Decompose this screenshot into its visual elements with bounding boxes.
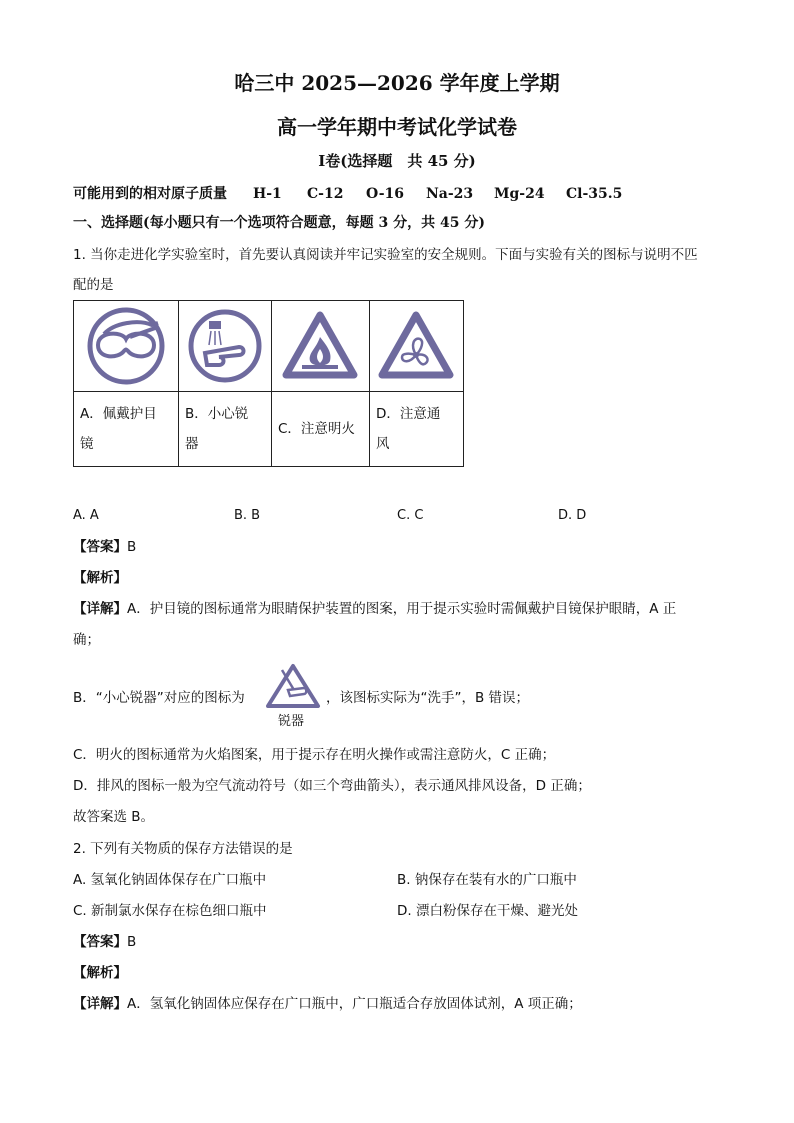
q1-stem-line2: 配的是 bbox=[73, 277, 114, 293]
part1-heading: 一、选择题(每小题只有一个选项符合题意，每题 3 分，共 45 分) bbox=[73, 215, 485, 231]
q1-stem-line1: 1. 当你走进化学实验室时，首先要认真阅读并牢记实验室的安全规则。下面与实验有关的图标与说明不匹 bbox=[73, 247, 698, 263]
q2-detail-a-text: A．氢氧化钠固体应保存在广口瓶中，广口瓶适合存放固体试剂，A 项正确； bbox=[127, 996, 582, 1012]
q2-analysis-tag: 【解析】 bbox=[73, 965, 127, 981]
icon-cell-c bbox=[272, 301, 370, 392]
q1-detail-a bbox=[73, 600, 676, 618]
icon-cell-b bbox=[179, 301, 272, 392]
icon-row bbox=[74, 301, 464, 392]
label-cell-a bbox=[74, 392, 179, 467]
label-cell-c bbox=[272, 392, 370, 467]
q1-detail-b-pre: B．“小心锐器”对应的图标为 bbox=[73, 690, 245, 706]
q2-option-c[interactable]: C. 新制氯水保存在棕色细口瓶中 bbox=[73, 903, 267, 919]
label-d-line1: D．注意通 bbox=[376, 406, 441, 422]
q1-analysis-tag: 【解析】 bbox=[73, 570, 127, 586]
label-a-line2: 镜 bbox=[80, 436, 94, 452]
q2-answer bbox=[73, 933, 136, 951]
q2-option-a[interactable]: A. 氢氧化钠固体保存在广口瓶中 bbox=[73, 872, 267, 888]
q1-answer-tag: 【答案】 bbox=[73, 539, 127, 555]
q2-option-d[interactable]: D. 漂白粉保存在干燥、避光处 bbox=[397, 903, 578, 919]
sharp-hazard-icon bbox=[264, 662, 322, 710]
label-row bbox=[74, 392, 464, 467]
label-cell-b bbox=[179, 392, 272, 467]
exam-title: 哈三中 2025—2026 学年度上学期 bbox=[234, 71, 560, 95]
section-title: Ⅰ卷(选择题 共 45 分) bbox=[318, 152, 476, 170]
atomic-mass-cl: Cl-35.5 bbox=[566, 186, 623, 202]
q2-answer-value: B bbox=[127, 934, 137, 950]
q2-detail-tag: 【详解】 bbox=[73, 996, 127, 1012]
label-b-line2: 器 bbox=[185, 436, 199, 452]
q2-answer-tag: 【答案】 bbox=[73, 934, 127, 950]
atomic-mass-label: 可能用到的相对原子质量 bbox=[73, 186, 227, 202]
q1-detail-a-line2: 确； bbox=[73, 632, 100, 648]
icon-cell-d bbox=[370, 301, 464, 392]
label-b-line1: B．小心锐 bbox=[185, 406, 249, 422]
q1-detail-c: C．明火的图标通常为火焰图案，用于提示存在明火操作或需注意防火，C 正确； bbox=[73, 747, 556, 763]
q2-stem: 2. 下列有关物质的保存方法错误的是 bbox=[73, 841, 293, 857]
label-cell-d bbox=[370, 392, 464, 467]
q1-answer-value: B bbox=[127, 539, 137, 555]
sharp-hazard-caption: 锐器 bbox=[278, 714, 305, 729]
q2-detail-a bbox=[73, 995, 582, 1013]
q1-option-a[interactable]: A. A bbox=[73, 508, 99, 523]
q1-detail-b-post: ，该图标实际为“洗手”，B 错误； bbox=[326, 690, 530, 706]
icon-cell-a bbox=[74, 301, 179, 392]
hand-wash-icon bbox=[179, 301, 271, 391]
atomic-mass-c: C-12 bbox=[307, 186, 344, 202]
q1-answer bbox=[73, 538, 136, 556]
atomic-mass-h: H-1 bbox=[253, 186, 282, 202]
label-d-line2: 风 bbox=[376, 436, 390, 452]
q1-option-c[interactable]: C. C bbox=[397, 508, 424, 523]
atomic-mass-na: Na-23 bbox=[426, 186, 474, 202]
q1-conclusion: 故答案选 B。 bbox=[73, 809, 155, 825]
fan-icon bbox=[370, 301, 463, 391]
atomic-mass-mg: Mg-24 bbox=[494, 186, 545, 202]
q1-detail-a-line1: A．护目镜的图标通常为眼睛保护装置的图案，用于提示实验时需佩戴护目镜保护眼睛，A 正 bbox=[127, 601, 677, 617]
q1-detail-d: D．排风的图标一般为空气流动符号（如三个弯曲箭头），表示通风排风设备，D 正确； bbox=[73, 778, 591, 794]
q2-option-b[interactable]: B. 钠保存在装有水的广口瓶中 bbox=[397, 872, 577, 888]
q1-icon-table bbox=[73, 300, 464, 467]
exam-subtitle: 高一学年期中考试化学试卷 bbox=[277, 115, 517, 139]
label-a-line1: A．佩戴护目 bbox=[80, 406, 157, 422]
goggles-icon bbox=[74, 301, 178, 391]
q1-detail-tag: 【详解】 bbox=[73, 601, 127, 617]
q1-option-d[interactable]: D. D bbox=[558, 508, 587, 523]
q1-option-b[interactable]: B. B bbox=[234, 508, 261, 523]
label-c-line1: C．注意明火 bbox=[278, 421, 355, 437]
atomic-mass-o: O-16 bbox=[366, 186, 405, 202]
flame-icon bbox=[272, 301, 369, 391]
